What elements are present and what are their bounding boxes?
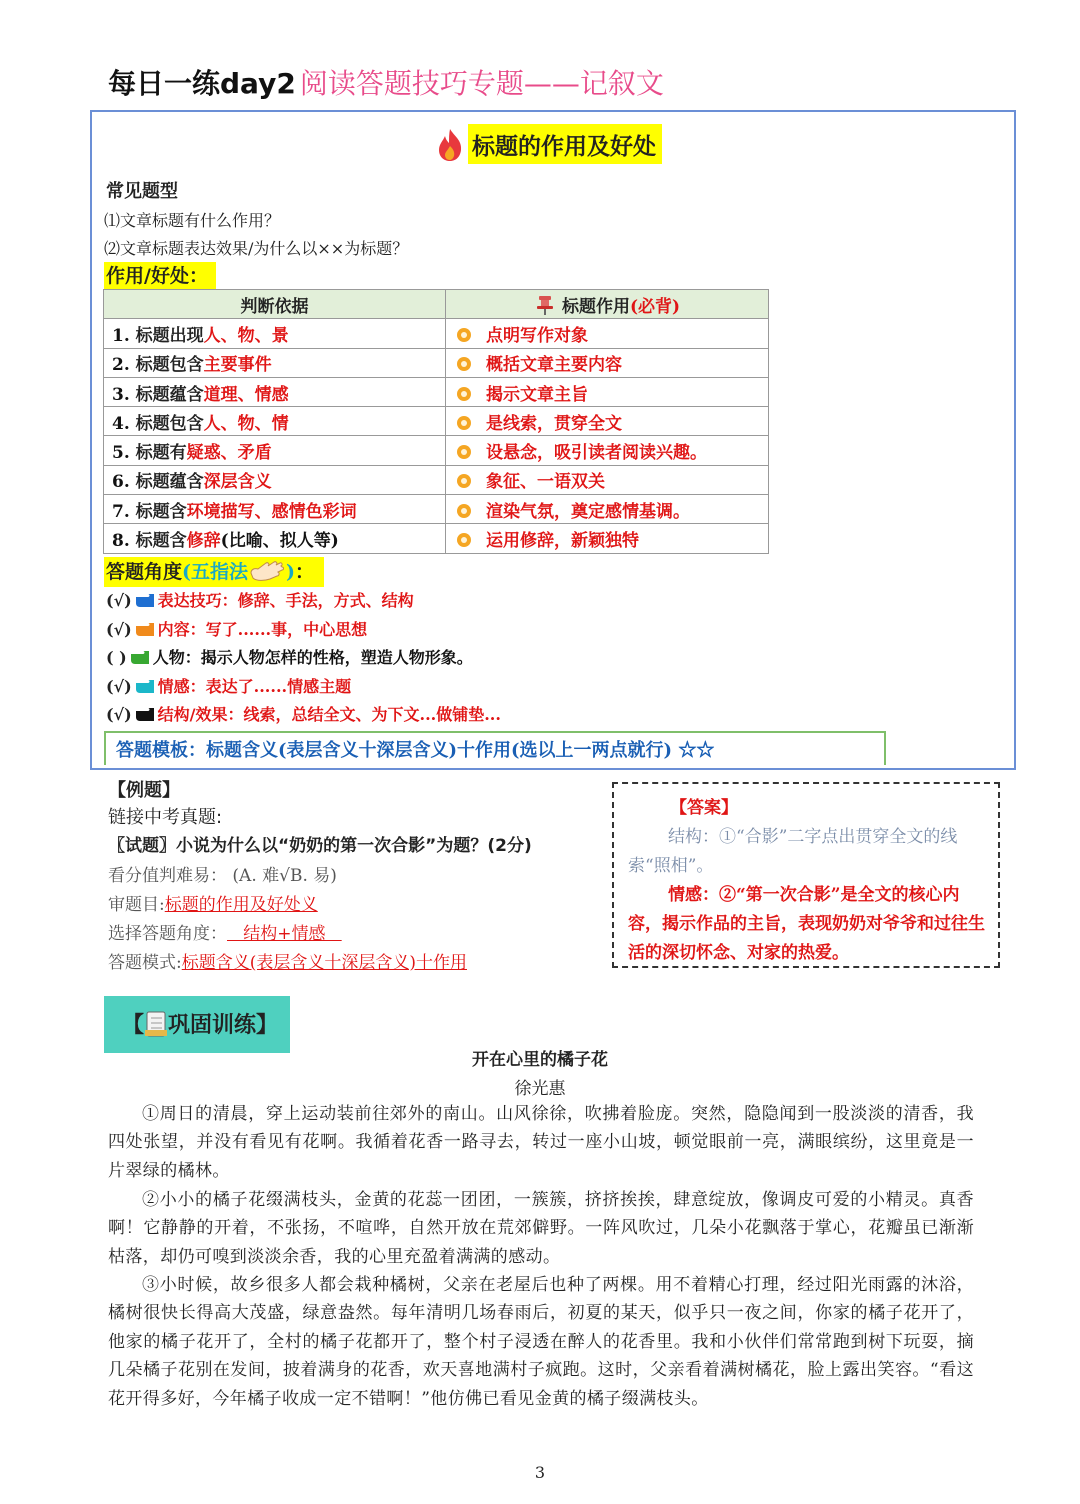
- angle-item: [106, 645, 473, 671]
- pointing-finger-icon: [129, 646, 151, 666]
- review-label: 审题目:: [108, 895, 165, 915]
- pointing-finger-icon: [134, 703, 156, 723]
- topic-heading-text: 标题的作用及好处: [468, 124, 662, 164]
- row-number: 6.: [112, 472, 130, 493]
- angle-check: ( ): [106, 648, 127, 667]
- angle-check: (√): [106, 620, 132, 639]
- answer-title: 【答案】: [670, 798, 738, 818]
- page-title: [108, 62, 664, 102]
- row-number: 2.: [112, 355, 130, 376]
- story-author: 徐光惠: [514, 1079, 566, 1099]
- answer-emotion: 情感：②“第一次合影”是全文的核心内容，揭示作品的主旨，表现奶奶对爷爷和过往生活的深切怀念、对家的热爱。: [628, 885, 985, 963]
- example-question: 〖试题〗小说为什么以“奶奶的第一次合影”为题？(2分): [108, 836, 532, 856]
- question-type-1: ⑴文章标题有什么作用？: [104, 211, 281, 230]
- title-main: 每日一练day2: [108, 67, 296, 100]
- mode-label: 答题模式:: [108, 953, 182, 973]
- notebook-icon: [144, 1010, 168, 1038]
- row-number: 4.: [112, 413, 130, 434]
- row-number: 5.: [112, 443, 130, 464]
- story-paragraph: ③小时候，故乡很多人都会栽种橘树，父亲在老屋后也种了两棵。用不着精心打理，经过阳光雨露的沐浴，橘树很快长得高大茂盛，绿意盎然。每年清明几场春雨后，初夏的某天，似乎只一夜之间，你家的橘子花开了，他家的橘子花开了，全村的橘子花都开了，整个村子浸透在醉人的花香里。我和小伙伴们常常跑到树下玩耍，摘几朵橘子花别在发间，披着满身的花香，欢天喜地满村子疯跑。这时，父亲看着满树橘花，脸上露出笑容。“看这花开得多好，今年橘子收成一定不错啊！”他仿佛已看见金黄的橘子缀满枝头。: [108, 1275, 974, 1409]
- row-basis-key: 疑惑、矛盾: [186, 443, 272, 464]
- gear-icon: [456, 532, 472, 548]
- table-row: [104, 495, 769, 524]
- row-basis: 标题包含: [135, 413, 204, 434]
- row-basis: 标题蕴含: [135, 384, 204, 405]
- example-difficulty: 看分值判难易： (A. 难√B. 易): [108, 866, 337, 886]
- angle-label-text: 答题角度: [106, 561, 183, 583]
- flame-icon: [436, 128, 464, 162]
- row-number: 8.: [112, 531, 130, 552]
- row-number: 3.: [112, 384, 130, 405]
- row-basis: 标题出现: [135, 325, 204, 346]
- row-number: 1.: [112, 325, 130, 346]
- gear-icon: [456, 415, 472, 431]
- common-types-label: 常见题型: [106, 181, 178, 202]
- angle-value: 结构+情感: [227, 924, 342, 944]
- col-header-function: [446, 290, 769, 319]
- story-paragraph: ②小小的橘子花缀满枝头，金黄的花蕊一团团，一簇簇，挤挤挨挨，肆意绽放，像调皮可爱的小精灵。真香啊！它静静的开着，不张扬，不喧哗，自然开放在荒郊僻野。一阵风吹过，几朵小花飘落于掌心，花瓣虽已渐渐枯落，却仍可嗅到淡淡余香，我的心里充盈着满满的感动。: [108, 1190, 974, 1267]
- angle-label-method: (五指法: [182, 561, 249, 583]
- example-title: 【例题】: [108, 780, 180, 801]
- angle-item: [106, 617, 367, 643]
- row-effect: 是线索，贯穿全文: [486, 413, 622, 434]
- answer-box: [612, 782, 1000, 968]
- gear-icon: [456, 473, 472, 489]
- table-row: [104, 407, 769, 436]
- row-basis: 标题含: [135, 501, 187, 522]
- angle-text: 情感：表达了......情感主题: [157, 677, 352, 696]
- row-effect: 揭示文章主旨: [486, 384, 588, 405]
- effect-label: 作用/好处：: [104, 262, 216, 290]
- table-row: [104, 465, 769, 494]
- row-effect: 渲染气氛，奠定感情基调。: [486, 501, 690, 522]
- title-subtitle: 阅读答题技巧专题——记叙文: [299, 67, 664, 100]
- angle-item: [106, 674, 351, 700]
- row-effect: 点明写作对象: [486, 325, 588, 346]
- practice-bracket-open: 【: [122, 1013, 145, 1038]
- gear-icon: [456, 503, 472, 519]
- angle-label-close: ): [286, 561, 296, 583]
- page-number: 3: [534, 1463, 546, 1482]
- row-effect: 运用修辞，新颖独特: [486, 531, 639, 552]
- review-value: 标题的作用及好处义: [164, 895, 318, 915]
- question-type-2: ⑵文章标题表达效果/为什么以××为标题？: [104, 239, 409, 258]
- pointing-finger-icon: [134, 675, 156, 695]
- row-effect: 象征、一语双关: [486, 472, 605, 493]
- row-basis-key: 道理、情感: [203, 384, 289, 405]
- row-basis-key: 深层含义: [203, 472, 272, 493]
- row-basis: 标题包含: [135, 355, 204, 376]
- practice-bracket-close: 】: [256, 1013, 279, 1038]
- angle-item: [106, 702, 501, 728]
- table-row: [104, 377, 769, 406]
- row-basis-key: 人、物、情: [203, 413, 289, 434]
- pointing-finger-icon: [134, 589, 156, 609]
- col-header-function-text: 标题作用: [561, 296, 630, 317]
- angle-text: 表达技巧：修辞、手法，方式、结构: [157, 591, 414, 610]
- angle-label-colon: ：: [295, 561, 315, 583]
- row-basis-key: 修辞: [186, 531, 221, 552]
- pointing-finger-icon: [134, 618, 156, 638]
- gear-icon: [456, 444, 472, 460]
- gear-icon: [456, 327, 472, 343]
- row-basis-note: (比喻、拟人等): [220, 531, 339, 552]
- hand-icon: [248, 559, 286, 583]
- story-title: 开在心里的橘子花: [472, 1050, 608, 1070]
- col-header-note: (必背): [629, 296, 681, 317]
- example-mode: [108, 948, 467, 973]
- row-basis-key: 环境描写、感情色彩词: [186, 501, 357, 522]
- pushpin-icon: [534, 295, 556, 315]
- row-basis-key: 人、物、景: [203, 325, 289, 346]
- answer-structure: 结构：①“合影”二字点出贯穿全文的线索“照相”。: [628, 827, 958, 876]
- angle-text: 结构/效果：线索，总结全文、为下文...做铺垫...: [157, 705, 501, 724]
- row-basis: 标题蕴含: [135, 472, 204, 493]
- story-paragraph: ①周日的清晨，穿上运动装前往郊外的南山。山风徐徐，吹拂着脸庞。突然，隐隐闻到一股淡淡的清香，我四处张望，并没有看见有花啊。我循着花香一路寻去，转过一座小山坡，顿觉眼前一亮，满眼缤纷，这里竟是一片翠绿的橘林。: [108, 1104, 974, 1181]
- answer-template: 答题模板：标题含义(表层含义十深层含义)十作用(选以上一两点就行) ☆☆: [104, 731, 886, 765]
- example-review: [108, 890, 318, 915]
- table-row: [104, 319, 769, 348]
- angle-check: (√): [106, 705, 132, 724]
- angle-check: (√): [106, 677, 132, 696]
- angle-label: 选择答题角度：: [108, 924, 227, 944]
- answer-angle-label: [104, 557, 324, 587]
- row-number: 7.: [112, 501, 130, 522]
- row-basis: 标题含: [135, 531, 187, 552]
- row-effect: 设悬念，吸引读者阅读兴趣。: [486, 443, 707, 464]
- angle-item: [106, 588, 414, 614]
- row-basis: 标题有: [135, 443, 187, 464]
- gear-icon: [456, 356, 472, 372]
- row-effect: 概括文章主要内容: [486, 355, 622, 376]
- angle-text: 人物：揭示人物怎样的性格，塑造人物形象。: [152, 648, 473, 667]
- mode-value: 标题含义(表层含义十深层含义)十作用: [181, 953, 467, 973]
- table-row: [104, 348, 769, 377]
- angle-check: (√): [106, 591, 132, 610]
- example-angle: [108, 919, 342, 944]
- title-function-table: [103, 289, 769, 554]
- practice-tag-text: 巩固训练: [168, 1013, 257, 1038]
- angle-text: 内容：写了......事，中心思想: [157, 620, 368, 639]
- table-header-row: [104, 290, 769, 319]
- table-row: [104, 436, 769, 465]
- col-header-basis: 判断依据: [104, 290, 446, 319]
- table-row: [104, 524, 769, 553]
- row-basis-key: 主要事件: [203, 355, 272, 376]
- example-link: 链接中考真题:: [108, 807, 223, 828]
- gear-icon: [456, 386, 472, 402]
